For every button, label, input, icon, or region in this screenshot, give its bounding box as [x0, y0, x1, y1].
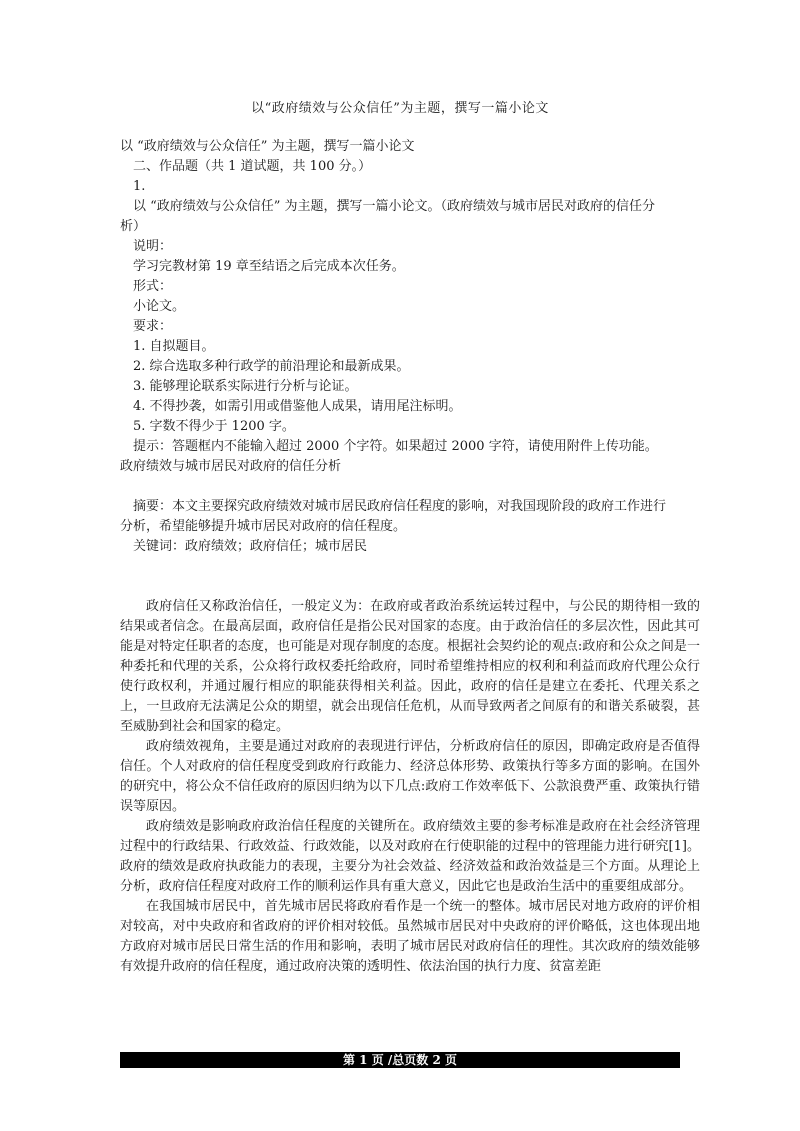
requirement-item: 4. 不得抄袭，如需引用或借鉴他人成果，请用尾注标明。: [133, 399, 462, 414]
requirement-item: 2. 综合选取多种行政学的前沿理论和最新成果。: [133, 359, 410, 374]
hint-text: 提示：答题框内不能输入超过 2000 个字符。如果超过 2000 字符，请使用附件上传功能。: [133, 439, 658, 454]
essay-paragraph: 政府绩效视角，主要是通过对政府的表现进行评估，分析政府信任的原因，即确定政府是否值得信任。个人对政府的信任程度受到政府行政能力、经济总体形势、政策执行等多方面的影响。在国外的研究中，将公众不信任政府的原因归纳为以下几点:政府工作效率低下、公款浪费严重、政策执行错误等原因。: [120, 739, 700, 814]
question-number: 1.: [133, 179, 146, 194]
keywords: 关键词：政府绩效；政府信任；城市居民: [133, 539, 368, 554]
requirement-item: 3. 能够理论联系实际进行分析与论证。: [133, 379, 358, 394]
essay-paragraph: 在我国城市居民中，首先城市居民将政府看作是一个统一的整体。城市居民对地方政府的评价相对较高，对中央政府和省政府的评价相对较低。虽然城市居民对中央政府的评价略低，这也体现出地方政府对城市居民日常生活的作用和影响，表明了城市居民对政府信任的理性。其次政府的绩效能够有效提升政府的信任程度，通过政府决策的透明性、依法治国的执行力度、贫富差距: [120, 899, 700, 974]
requirements-label: 要求：: [133, 319, 173, 334]
form-label: 形式：: [133, 279, 173, 294]
note-label: 说明：: [133, 239, 173, 254]
requirement-item: 1. 自拟题目。: [133, 339, 215, 354]
page-header-title: 以“政府绩效与公众信任”为主题，撰写一篇小论文: [251, 101, 549, 116]
question-prompt: 以 “政府绩效与公众信任” 为主题，撰写一篇小论文。（政府绩效与城市居民对政府的信任分: [133, 199, 656, 214]
abstract-line: 摘要：本文主要探究政府绩效对城市居民政府信任程度的影响，对我国现阶段的政府工作进行: [133, 499, 667, 514]
question-prompt-cont: 析）: [120, 219, 147, 234]
essay-paragraph: 政府绩效是影响政府政治信任程度的关键所在。政府绩效主要的参考标准是政府在社会经济管理过程中的行政结果、行政效益、行政效能，以及对政府在行使职能的过程中的管理能力进行研究[1]。政府的绩效是政府执政能力的表现，主要分为社会效益、经济效益和政治效益是三个方面。从理论上分析，政府信任程度对政府工作的顺利运作具有重大意义，因此它也是政治生活中的重要组成部分。: [120, 819, 700, 894]
document-body: [120, 137, 700, 977]
essay-paragraph: 政府信任又称政治信任，一般定义为：在政府或者政治系统运转过程中，与公民的期待相一致的结果或者信念。在最高层面，政府信任是指公民对国家的态度。由于政治信任的多层次性，因此其可能是对特定任职者的态度，也可能是对现存制度的态度。根据社会契约论的观点:政府和公众之间是一种委托和代理的关系，公众将行政权委托给政府，同时希望维持相应的权利和利益而政府代理公众行使行政权利，并通过履行相应的职能获得相关利益。因此，政府的信任是建立在委托、代理关系之上，一旦政府无法满足公众的期望，就会出现信任危机，从而导致两者之间原有的和谐关系破裂，甚至威胁到社会和国家的稳定。: [120, 599, 700, 734]
question-heading: 以 “政府绩效与公众信任” 为主题，撰写一篇小论文: [120, 139, 415, 154]
page-footer: [120, 1052, 680, 1068]
requirement-item: 5. 字数不得少于 1200 字。: [133, 419, 295, 434]
form-text: 小论文。: [133, 299, 186, 314]
abstract-line-cont: 分析，希望能够提升城市居民对政府的信任程度。: [120, 519, 407, 534]
page-number-label: 第 1 页 /总页数 2 页: [343, 1053, 457, 1067]
note-text: 学习完教材第 19 章至结语之后完成本次任务。: [133, 259, 405, 274]
essay-title: 政府绩效与城市居民对政府的信任分析: [120, 459, 342, 474]
section-heading: 二、作品题（共 1 道试题，共 100 分。）: [133, 159, 372, 174]
